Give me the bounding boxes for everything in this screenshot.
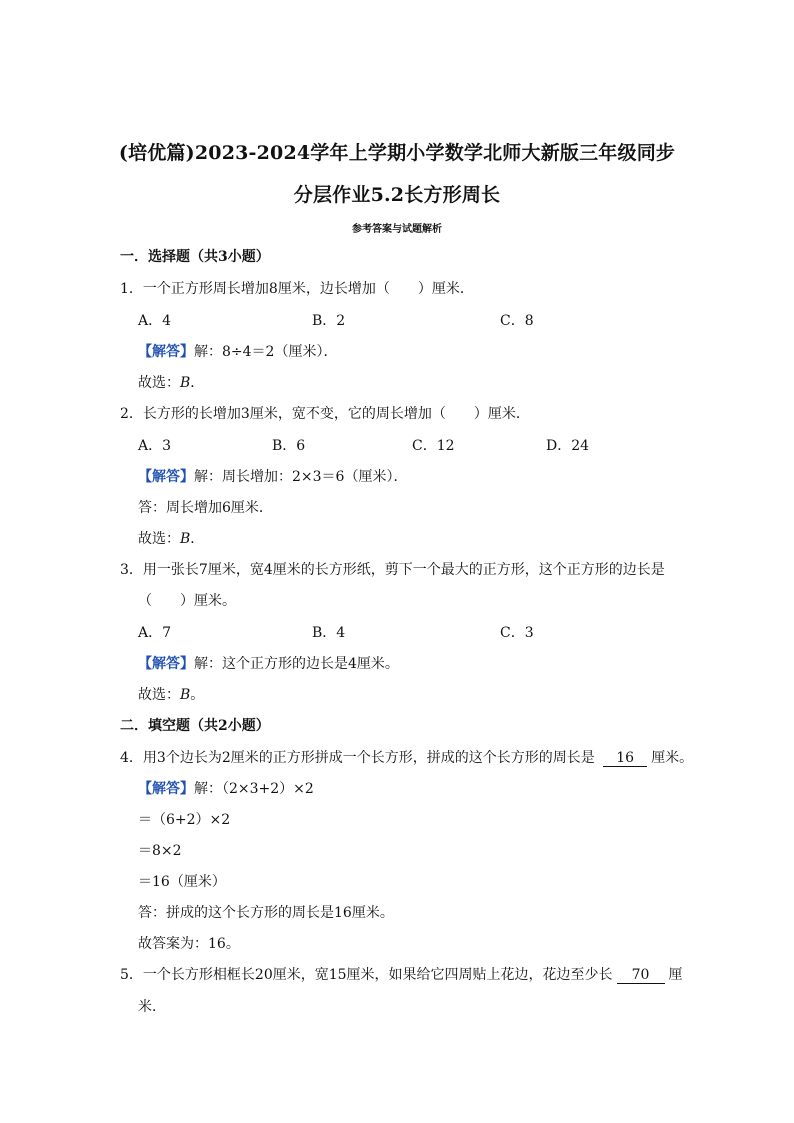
stem-text: 4．用3个边长为2厘米的正方形拼成一个长方形，拼成的这个长方形的周长是 [120,750,595,766]
question-4-reply: 答：拼成的这个长方形的周长是16厘米。 [138,905,394,921]
choice-prefix: 故选： [138,687,180,703]
question-2-answer [138,468,407,486]
question-2-option-d: D．24 [546,438,590,454]
answer-text: 解：这个正方形的边长是4厘米。 [194,656,399,672]
answer-step-4: ＝16（厘米） [138,874,226,890]
question-2-reply: 答：周长增加6厘米． [138,500,273,516]
question-4-final: 故答案为：16。 [138,936,240,952]
question-1-choice [138,374,204,392]
question-1-option-b: B．2 [312,313,346,329]
question-4-stem [120,749,693,767]
question-1-option-c: C．8 [500,313,534,329]
question-1-answer [138,343,337,361]
question-5-stem [120,966,683,984]
answer-step-2: ＝（6+2）×2 [138,812,231,828]
fill-blank-answer: 70 [617,967,665,984]
choice-letter: B [180,531,191,547]
question-3-stem-line2: （ ）厘米。 [138,593,236,609]
answer-tag: 【解答】 [138,469,194,485]
choice-suffix: ． [190,531,205,547]
question-2-stem: 2．长方形的长增加3厘米，宽不变，它的周长增加（ ）厘米． [120,406,530,422]
document-subtitle: 参考答案与试题解析 [352,224,442,235]
question-1-stem: 1．一个正方形周长增加8厘米，边长增加（ ）厘米． [120,281,474,297]
answer-text: 解：8÷4＝2（厘米）． [194,344,338,360]
question-2-option-a: A．3 [138,438,172,454]
question-2-option-b: B．6 [272,438,306,454]
section-heading-fill: 二．填空题（共2小题） [120,718,270,734]
question-3-answer [138,655,399,673]
question-3-choice [138,686,204,704]
section-heading-choice: 一．选择题（共3小题） [120,249,270,265]
document-title-line2: 分层作业5.2长方形周长 [293,184,501,206]
question-3-stem-line1: 3．用一张长7厘米，宽4厘米的长方形纸，剪下一个最大的正方形，这个正方形的边长是 [120,562,665,578]
stem-unit: 厘米。 [651,750,694,766]
question-2-choice [138,530,204,548]
question-3-option-a: A．7 [138,625,172,641]
question-4-answer [138,780,314,798]
answer-tag: 【解答】 [138,656,194,672]
answer-step-1: 解：（2×3+2）×2 [194,781,314,797]
stem-text: 5．一个长方形相框长20厘米，宽15厘米，如果给它四周贴上花边，花边至少长 [120,967,613,983]
choice-prefix: 故选： [138,531,180,547]
document-title-line1: (培优篇)2023-2024学年上学期小学数学北师大新版三年级同步 [118,142,676,164]
choice-letter: B [180,687,191,703]
answer-tag: 【解答】 [138,781,194,797]
answer-text: 解：周长增加：2×3＝6（厘米）． [194,469,408,485]
choice-letter: B [180,375,191,391]
answer-step-3: ＝8×2 [138,843,182,859]
choice-suffix: ． [190,375,205,391]
stem-unit: 厘 [668,967,683,983]
question-1-option-a: A．4 [138,313,172,329]
answer-tag: 【解答】 [138,344,194,360]
question-3-option-b: B．4 [312,625,346,641]
question-3-option-c: C．3 [500,625,534,641]
question-5-stem-line2: 米． [138,999,166,1015]
fill-blank-answer: 16 [603,750,647,767]
choice-prefix: 故选： [138,375,180,391]
question-2-option-c: C．12 [412,438,455,454]
choice-suffix: 。 [190,687,205,703]
